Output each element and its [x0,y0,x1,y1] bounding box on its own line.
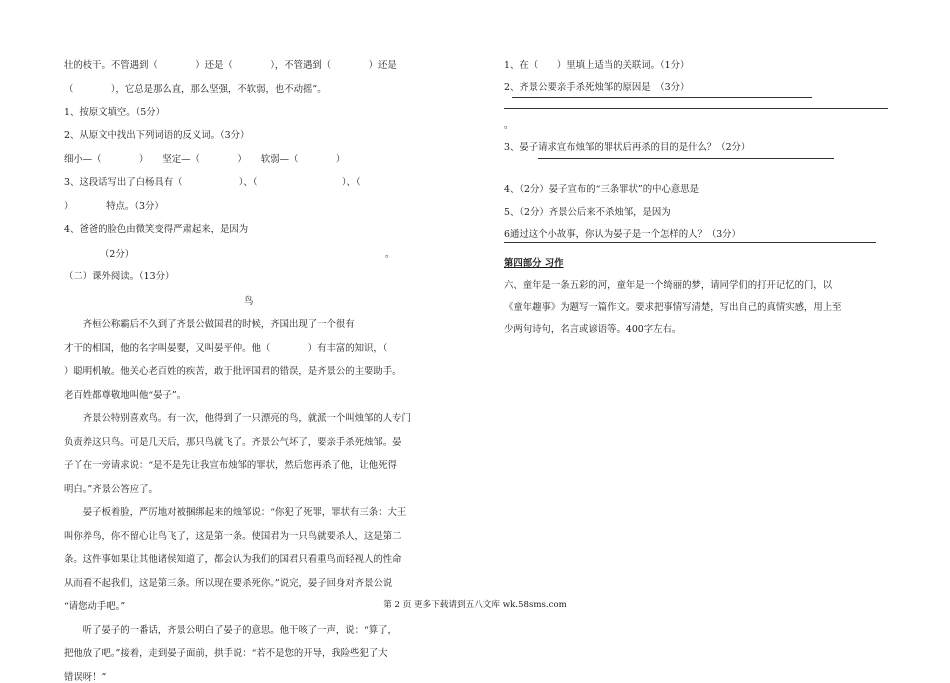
story-line: 叫你养鸟，你不留心让鸟飞了，这是第一条。使国君为一只鸟就要杀人，这是第二 [64,530,402,542]
story-line: 负责养这只鸟。可是几天后，那只鸟就飞了。齐景公气坏了，要亲手杀死烛邹。晏 [64,436,402,448]
story-line: 条。这件事如果让其他诸侯知道了，都会认为我们的国君只看重鸟而轻视人的性命 [64,554,402,565]
question-r2-period: 。 [504,120,514,131]
story-line: 齐景公特别喜欢鸟。有一次，他得到了一只漂亮的鸟，就派一个叫烛邹的人专门 [64,413,411,424]
story-line: 晏子板着脸，严厉地对被捆绑起来的烛邹说：“你犯了死罪，罪状有三条：大王 [64,507,407,518]
question-4-score: （2分） [100,249,135,260]
antonym-blanks: 细小—（ ） 坚定—（ ） 软弱—（ ） [64,154,346,165]
poplar-fill-line-1: 壮的枝干。不管遇到（ ）还是（ ），不管遇到（ ）还是 [64,60,397,71]
question-r4-central-idea: 4、（2分）晏子宣布的“三条罪状”的中心意思是 [504,184,699,195]
story-line: ）聪明机敏。他关心老百姓的疾苦，敢于批评国君的错误，是齐景公的主要助手。 [64,366,402,377]
question-r3-purpose: 3、晏子请求宣布烛邹的罪状后再杀的目的是什么？（2分） [504,142,751,153]
story-line: 听了晏子的一番话，齐景公明白了晏子的意思。他干咳了一声，说：“算了， [64,624,397,636]
section-title-writing: 第四部分 习作 [504,258,564,269]
story-line: 把他放了吧。”接着，走到晏子面前，拱手说：“若不是您的开导，我险些犯了大 [64,648,388,659]
question-r5-reason: 5、（2分）齐景公后来不杀烛邹，是因为 [504,207,671,218]
story-line: 错误呀！” [64,671,107,683]
question-2-antonyms: 2、从原文中找出下列词语的反义词。（3分） [64,130,250,141]
story-line: 才干的相国，他的名字叫晏婴，又叫晏平仲。他（ ）有丰富的知识，（ [64,342,388,354]
story-line: 明白。”齐景公答应了。 [64,483,158,495]
essay-prompt-line: 《童年趣事》为题写一篇作文。要求把事情写清楚，写出自己的真情实感，用上至 [504,302,842,313]
story-line: 子丫在一旁请求说：“是不是先让我宣布烛邹的罪状，然后您再杀了他，让他死得 [64,460,397,471]
page-footer: 第 2 页 更多下载请到五八文库 wk.58sms.com [383,600,567,610]
section-extracurricular-reading: （二）课外阅读。（13分） [64,271,175,282]
story-line: 从而看不起我们，这是第三条。所以现在要杀死你。”说完，晏子回身对齐景公说 [64,577,393,589]
question-3-traits: 3、这段话写出了白杨具有（ ）、（ ）、（ [64,177,361,188]
poplar-fill-line-2: （ ），它总是那么直，那么坚强，不软弱，也不动摇”。 [64,84,327,95]
answer-line [512,97,812,98]
question-4-period: 。 [385,249,395,260]
question-r2-reason: 2、齐景公要亲手杀死烛邹的原因是 （3分） [504,82,690,93]
answer-line [504,108,888,109]
answer-line [538,158,834,159]
essay-prompt-line: 少两句诗句，名言或谚语等。400字左右。 [504,324,682,335]
story-line: “请您动手吧。” [64,601,126,612]
question-r6-opinion: 6通过这个小故事，你认为晏子是一个怎样的人？（3分） [504,229,741,240]
question-1-fill-text: 1、按原文填空。（5分） [64,107,165,118]
story-title: 鸟 [244,296,254,307]
question-4-reason: 4、爸爸的脸色由微笑变得严肃起来，是因为 [64,224,249,235]
story-line: 老百姓都尊敬地叫他“晏子”。 [64,389,187,401]
essay-prompt-line: 六、童年是一条五彩的河，童年是一个绮丽的梦，请同学们的打开记忆的门，以 [504,280,833,291]
answer-line [504,242,876,243]
question-r1-conjunction: 1、在（ ）里填上适当的关联词。（1分） [504,60,690,71]
question-3-traits-cont: ） 特点。（3分） [64,201,164,212]
story-line: 齐桓公称霸后不久到了齐景公做国君的时候，齐国出现了一个很有 [64,319,355,330]
